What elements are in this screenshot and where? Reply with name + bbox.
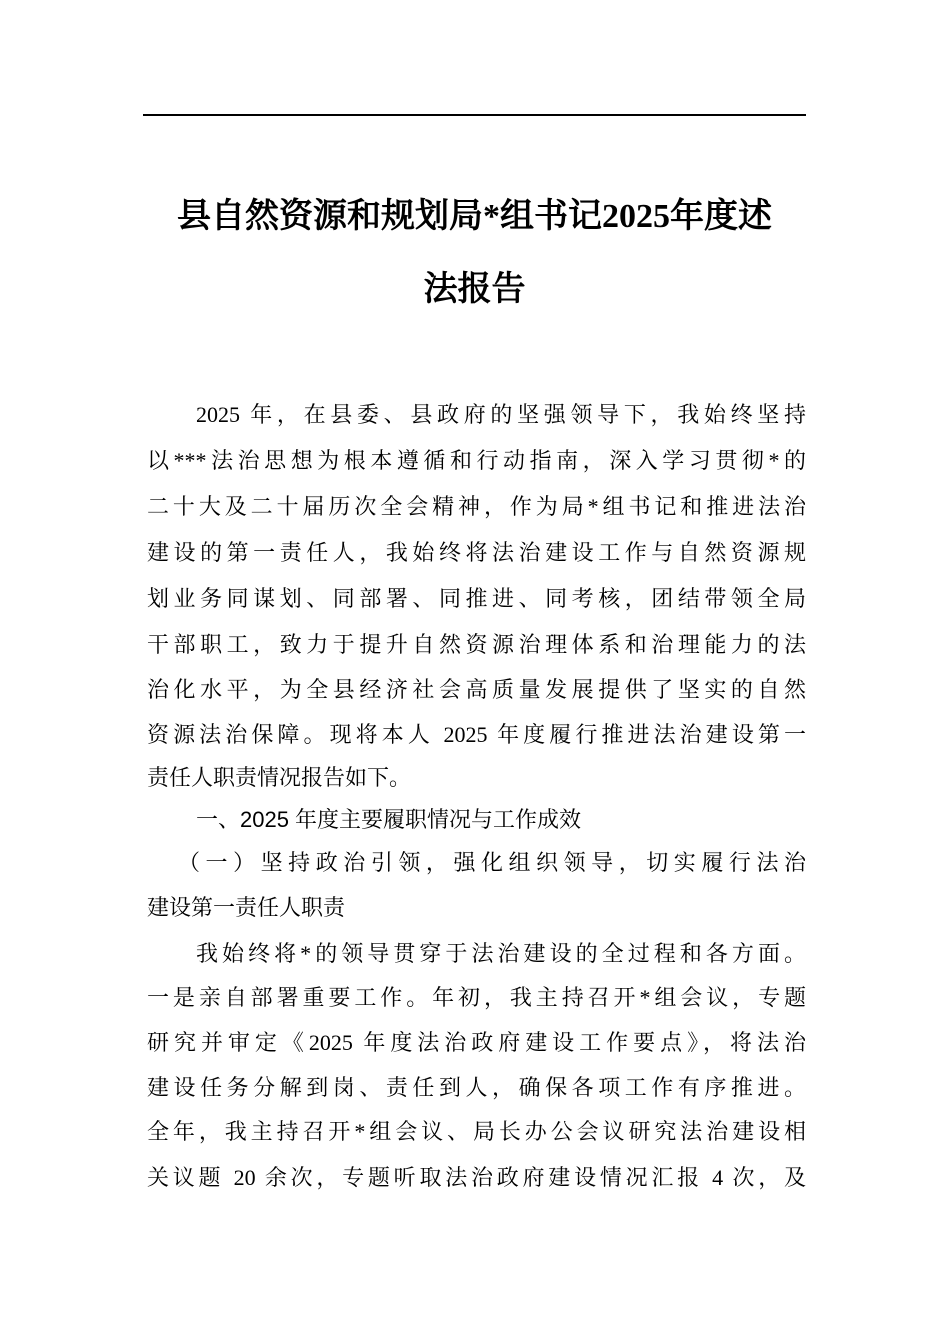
paragraph-line: 以***法治思想为根本遵循和行动指南，深入学习贯彻*的 — [147, 448, 806, 473]
header-rule — [143, 114, 806, 116]
paragraph-line: 二十大及二十届历次全会精神，作为局*组书记和推进法治 — [147, 494, 806, 519]
paragraph-line: 治化水平，为全县经济社会高质量发展提供了坚实的自然 — [147, 677, 806, 702]
subheading-line: （一）坚持政治引领，强化组织领导，切实履行法治 — [178, 850, 806, 875]
paragraph-line: 研究并审定《2025 年度法治政府建设工作要点》，将法治 — [147, 1030, 806, 1055]
paragraph-line: 责任人职责情况报告如下。 — [147, 765, 412, 790]
document-title-line-2: 法报告 — [423, 271, 526, 308]
paragraph-line: 建设的第一责任人，我始终将法治建设工作与自然资源规 — [147, 540, 806, 565]
subheading-line: 建设第一责任人职责 — [147, 895, 346, 920]
paragraph-line: 全年，我主持召开*组会议、局长办公会议研究法治建设相 — [147, 1119, 806, 1144]
paragraph-line: 2025 年，在县委、县政府的坚强领导下，我始终坚持 — [196, 402, 806, 427]
paragraph-line: 资源法治保障。现将本人 2025 年度履行推进法治建设第一 — [147, 722, 806, 747]
paragraph-line: 划业务同谋划、同部署、同推进、同考核，团结带领全局 — [147, 586, 806, 611]
document-title-line-1: 县自然资源和规划局*组书记2025年度述 — [177, 198, 772, 235]
paragraph-line: 我始终将*的领导贯穿于法治建设的全过程和各方面。 — [196, 941, 806, 966]
paragraph-line: 关议题 20 余次，专题听取法治政府建设情况汇报 4 次，及 — [147, 1165, 806, 1190]
paragraph-line: 建设任务分解到岗、责任到人，确保各项工作有序推进。 — [147, 1075, 806, 1100]
paragraph-line: 干部职工，致力于提升自然资源治理体系和治理能力的法 — [147, 632, 806, 657]
paragraph-line: 一是亲自部署重要工作。年初，我主持召开*组会议，专题 — [147, 985, 806, 1010]
section-heading: 一、2025 年度主要履职情况与工作成效 — [196, 807, 582, 832]
